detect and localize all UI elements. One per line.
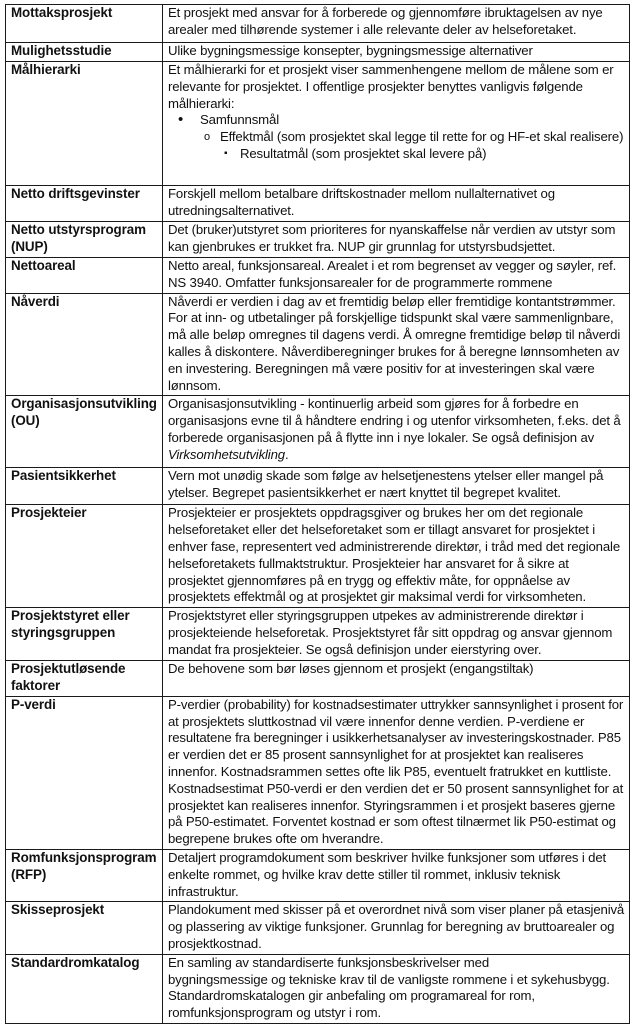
term-cell: Standardromkatalog [6, 954, 163, 1023]
term-cell: Mottaksprosjekt [6, 5, 163, 43]
definition-cell: P-verdier (probability) for kostnadsestimater uttrykker sannsynlighet i prosent for at prosjektets sluttkostnad vil være innenfor denne verdien. P-verdiene er resultatene fra beregninger i usikkerhetsanalyser av investeringskostnader. P85 er verdien det er 85 prosent sannsynlighet for at prosjektet kan realiseres innenfor. Kostnadsrammen settes ofte lik P85, eventuelt fratrukket en kuttliste. Kostnadsestimat P50-verdi er den verdien det er 50 prosent sannsynlighet for at prosjektet kan realiseres innenfor. Styringsrammen i et prosjekt baseres gjerne på P50-estimatet. Forventet kostnad er som oftest tilnærmet lik P50-estimat og begrepene brukes ofte om hverandre. [163, 696, 630, 849]
definition-cell: Ulike bygningsmessige konsepter, bygningsmessige alternativer [163, 43, 630, 62]
definition-cell [163, 62, 630, 186]
definition-cell [163, 396, 630, 468]
glossary-row [6, 954, 630, 1023]
term-cell: Prosjekteier [6, 505, 163, 608]
glossary-row [6, 396, 630, 468]
definition-cell: Forskjell mellom betalbare driftskostnader mellom nullalternativet og utredningsalternativet. [163, 186, 630, 222]
definition-cell: Detaljert programdokument som beskriver hvilke funksjoner som utføres i det enkelte rommet, og hvilke krav dette stiller til rommet, inklusiv teknisk infrastruktur. [163, 849, 630, 901]
glossary-row [6, 849, 630, 901]
glossary-row [6, 62, 630, 186]
term-cell: Romfunksjonsprogram (RFP) [6, 849, 163, 901]
list-item-level2 [208, 129, 625, 163]
term-cell: Mulighetsstudie [6, 43, 163, 62]
definition-end: . [284, 446, 289, 462]
list-item-text: Resultatmål (som prosjektet skal levere på) [240, 145, 487, 161]
term-cell: Netto utstyrsprogram (NUP) [6, 222, 163, 258]
glossary-row [6, 186, 630, 222]
definition-cell: Et prosjekt med ansvar for å forberede og gjennomføre ibruktagelsen av nye arealer med tilhørende systemer i alle relevante deler av helseforetaket. [163, 5, 630, 43]
term-cell: P-verdi [6, 696, 163, 849]
definition-cell: Prosjekteier er prosjektets oppdragsgiver og brukes her om det regionale helseforetaket eller det helseforetaket som er tillagt ansvaret for prosjektet i enhver fase, representert ved administrerende direktør, i tråd med det regionale helseforetakets fullmaktstruktur. Prosjekteier har ansvaret for å sikre at prosjektet gjennomføres på en trygg og effektiv måte, for oppnåelse av prosjektets effektmål og at prosjektet gir maksimal verdi for virksomheten. [163, 505, 630, 608]
glossary-row [6, 468, 630, 505]
sub-sub-list [220, 146, 625, 163]
glossary-row [6, 660, 630, 696]
glossary-row [6, 258, 630, 294]
definition-text: Organisasjonsutvikling - kontinuerlig arbeid som gjøres for å forbedre en organisasjons evne til å håndtere endring i og utenfor virksomheten, f.eks. det å forberede organisasjonen på å flytte inn i nye lokaler. Se også definisjon av [168, 396, 621, 445]
term-cell: Nettoareal [6, 258, 163, 294]
definition-cell: Prosjektstyret eller styringsgruppen utpekes av administrerende direktør i prosjekteiende helseforetak. Prosjektstyret får sitt oppdrag og ansvar gjennom mandat fra prosjekteier. Se også definisjon under eierstyring over. [163, 608, 630, 660]
term-cell: Målhierarki [6, 62, 163, 186]
glossary-row [6, 608, 630, 660]
list-item-text: Effektmål (som prosjektet skal legge til rette for og HF-et skal realisere) [220, 129, 624, 145]
definition-text: En samling av standardiserte funksjonsbeskrivelser med [168, 954, 490, 970]
list-item-text: Samfunnsmål [200, 112, 279, 128]
term-cell: Prosjektutløsende faktorer [6, 660, 163, 696]
sub-list [200, 129, 625, 163]
term-cell: Nåverdi [6, 293, 163, 396]
definition-reference: Virksomhetsutvikling [168, 446, 285, 462]
list-item-level1 [188, 112, 625, 162]
definition-cell: De behovene som bør løses gjennom et prosjekt (engangstiltak) [163, 660, 630, 696]
term-cell: Organisasjonsutvikling (OU) [6, 396, 163, 468]
definition-text: Et målhierarki for et prosjekt viser sammenhengene mellom de målene som er relevante for prosjektet. I offentlige prosjekter benyttes vanligvis følgende målhierarki: [168, 62, 614, 111]
definition-cell: Nåverdi er verdien i dag av et fremtidig beløp eller fremtidige kontantstrømmer. For at inn- og utbetalinger på forskjellige tidspunkt skal være sammenlignbare, må alle beløp omregnes til dagens verdi. Å omregne fremtidige beløp til nåverdi kalles å diskontere. Nåverdiberegninger brukes for å beregne lønnsomheten av en investering. Beregningen må være positiv for at investeringen skal være lønnsom. [163, 293, 630, 396]
glossary-row [6, 5, 630, 43]
glossary-row [6, 696, 630, 849]
definition-cell [163, 954, 630, 1023]
goal-hierarchy-list [168, 112, 625, 162]
term-cell: Netto driftsgevinster [6, 186, 163, 222]
glossary-row [6, 43, 630, 62]
glossary-table [5, 4, 630, 1024]
glossary-row [6, 222, 630, 258]
definition-cell: Det (bruker)utstyret som prioriteres for nyanskaffelse når verdien av utstyr som kan gjenbrukes er trukket fra. NUP gir grunnlag for utstyrsbudsjettet. [163, 222, 630, 258]
term-cell: Prosjektstyret eller styringsgruppen [6, 608, 163, 660]
list-item-level3 [228, 146, 625, 163]
glossary-row [6, 505, 630, 608]
definition-cell: Netto areal, funksjonsareal. Arealet i et rom begrenset av vegger og søyler, ref. NS 3940. Omfatter funksjonsarealer for de programmerte rommene [163, 258, 630, 294]
term-cell: Skisseprosjekt [6, 902, 163, 954]
definition-cell: Plandokument med skisser på et overordnet nivå som viser planer på etasjenivå og plassering av viktige funksjoner. Grunnlag for beregning av bruttoarealer og prosjektkostnad. [163, 902, 630, 954]
term-cell: Pasientsikkerhet [6, 468, 163, 505]
definition-text: bygningsmessige og tekniske krav til de vanligste rommene i et sykehusbygg. Standardromskatalogen gir anbefaling om programareal for rom, romfunksjonsprogram og utstyr i rom. [168, 971, 610, 1021]
definition-cell: Vern mot unødig skade som følge av helsetjenestens ytelser eller mangel på ytelser. Begrepet pasientsikkerhet er nært knyttet til begrepet kvalitet. [163, 468, 630, 505]
glossary-row [6, 902, 630, 954]
glossary-row [6, 293, 630, 396]
